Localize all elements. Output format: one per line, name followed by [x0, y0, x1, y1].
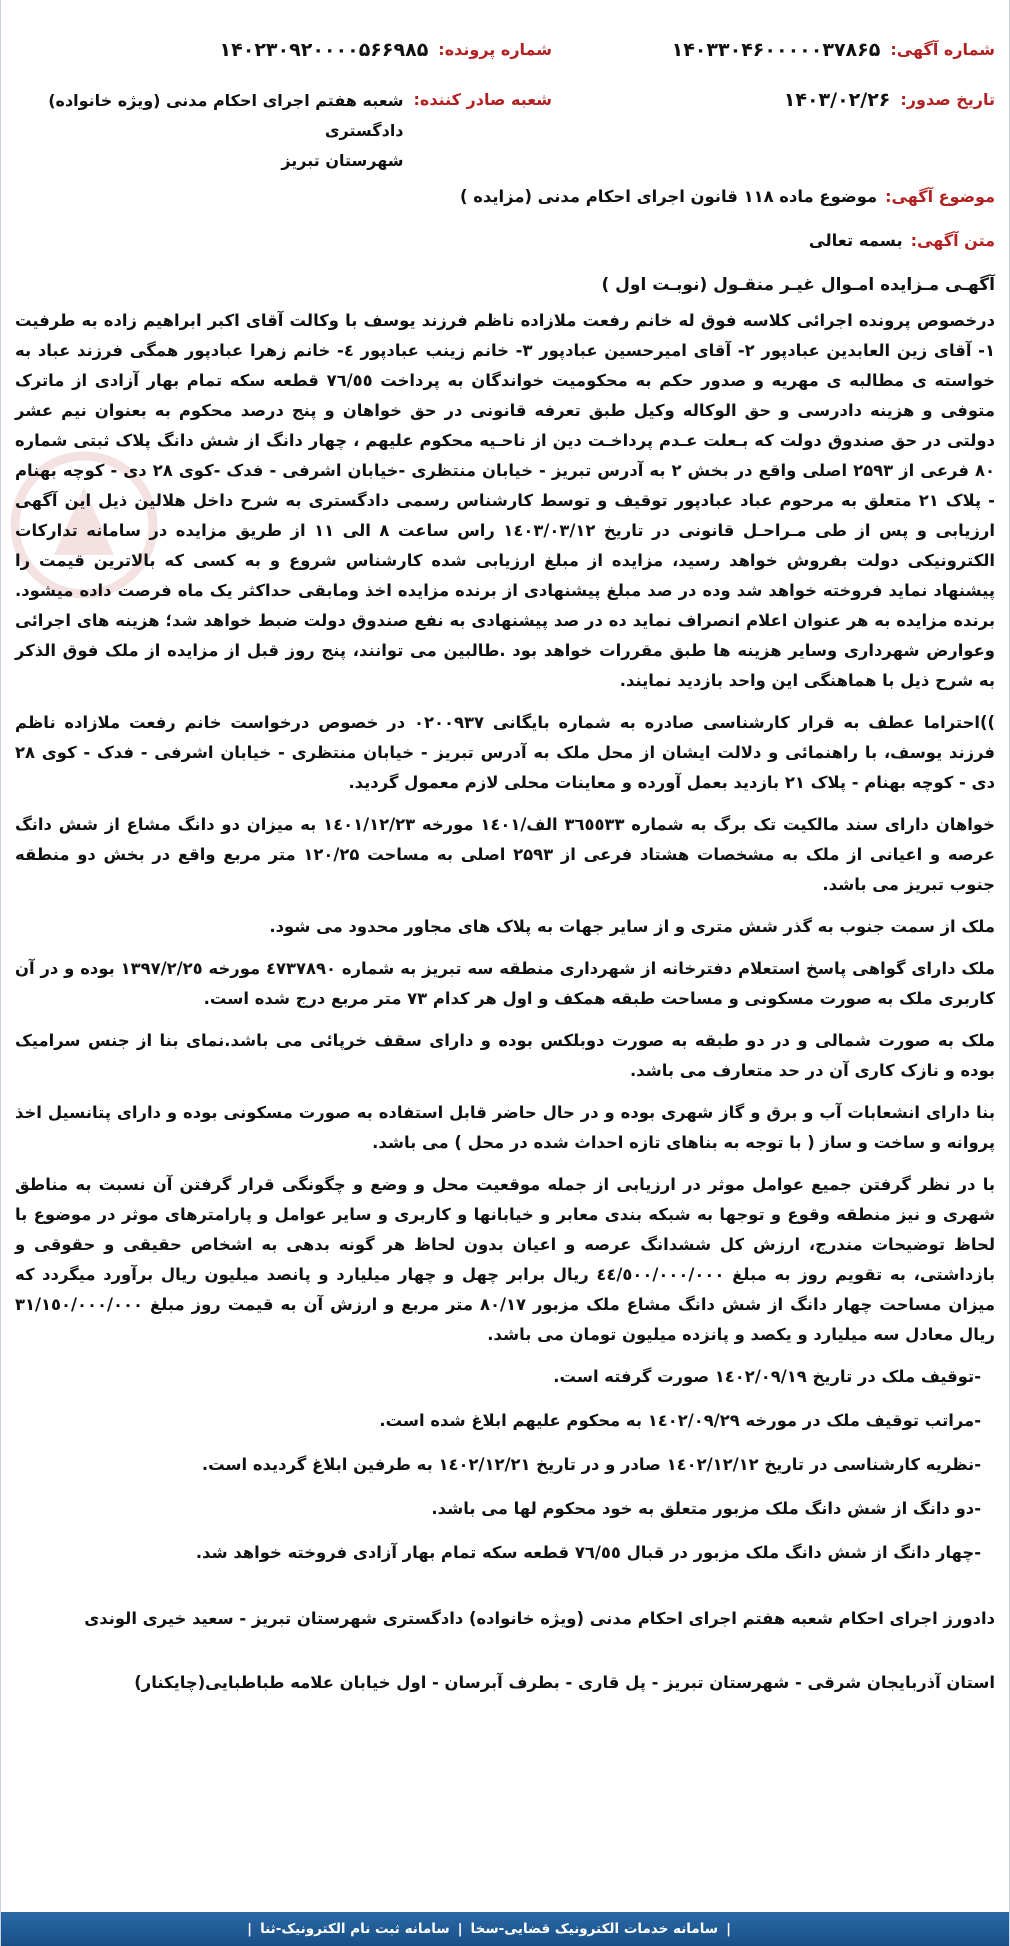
list-item: -توقیف ملک در تاریخ ۱٤۰۲/۰۹/۱۹ صورت گرفته است.: [553, 1367, 981, 1386]
paragraph: بنا دارای انشعابات آب و برق و گاز شهری بوده و در حال حاضر قابل استفاده به صورت مسکونی بوده و دارای پتانسیل اخذ پروانه و ساخت و ساز ( با توجه به بناهای تازه احداث شده در محل ) می باشد.: [15, 1103, 995, 1152]
footer-separator: |: [457, 1921, 463, 1937]
footer-link-sakha[interactable]: سامانه خدمات الکترونیک قضایی-سخا: [470, 1921, 719, 1937]
paragraph: خواهان دارای سند مالکیت تک برگ به شماره ۳٦٥٥۳۳ الف/۱٤۰۱ مورخه ۱٤۰۱/۱۲/۲۳ به میزان دو دانگ مشاع از شش دانگ عرصه و اعیانی از ملک به مشخصات هشتاد فرعی از ۲۵۹۳ اصلی به مساحت ۱۲۰/۲۵ متر مربع واقع در بخش دو منطقه جنوب تبریز می باشد.: [15, 815, 995, 894]
list-item: -نظریه کارشناسی در تاریخ ۱٤۰۲/۱۲/۱۲ صادر و در تاریخ ۱٤۰۲/۱۲/۲۱ به طرفین ابلاغ گردیده است.: [201, 1455, 981, 1474]
header-row-2: [1, 89, 1009, 170]
header-row-1: [1, 40, 1009, 90]
paragraph: ))احتراما عطف به قرار کارشناسی صادره به شماره بایگانی ۰۲۰۰۹۳۷ در خصوص درخواست خانم رفعت ملازاده ناظم فرزند یوسف، با راهنمائی و دلالت ایشان از محل ملک به آدرس تبریز - خیابان منتظری - خیابان اشرفی - فدک - کوی ۲۸ دی - کوچه بهنام - پلاک ۲۱ بازدید بعمل آورده و معاینات محلی لازم معمول گردید.: [15, 713, 995, 792]
footer-link-sana[interactable]: سامانه ثبت نام الکترونیک-ثنا: [260, 1921, 450, 1937]
file-number-label: شماره پرونده:: [438, 40, 552, 59]
issuer-label: شعبه صادر کننده:: [413, 90, 552, 109]
bullet-list: [15, 1362, 995, 1568]
basmala-text: بسمه تعالی: [808, 231, 903, 250]
body-label: متن آگهی:: [910, 231, 995, 250]
ad-number-value: ۱۴۰۳۳۰۴۶۰۰۰۰۰۳۷۸۶۵: [671, 39, 881, 61]
paragraph: با در نظر گرفتن جمیع عوامل موثر در ارزیابی از جمله موقعیت محل و وضع و چگونگی قرار گرفتن آن نسبت به مناطق شهری و نیز منطقه وقوع و توجها به شبکه بندی معابر و خیابانها و کاربری و سایر عوامل و پارامترهای موثر در موضوع با لحاظ توضیحات مندرج، ارزش کل ششدانگ عرصه و اعیان بدون لحاظ هر گونه بدهی به اشخاص حقیقی و حقوقی و بازداشتی، به تقویم روز به مبلغ ٤٤/٥۰۰/۰۰۰/۰۰۰ ریال برابر چهل و چهار میلیارد و پانصد میلیون ریال برآورد میگردد که میزان مساحت چهار دانگ از شش دانگ مشاع ملک مزبور ۸۰/۱۷ متر مربع و ارزش آن به قیمت روز مبلغ ۳۱/۱٥۰/۰۰۰/۰۰۰ ریال معادل سه میلیارد و یکصد و پانزده میلیون تومان می باشد.: [15, 1175, 996, 1344]
issuer-line-1: شعبه هفتم اجرای احکام مدنی (ویژه خانواده) دادگستری: [48, 91, 404, 140]
subject-text: موضوع ماده ۱۱۸ قانون اجرای احکام مدنی (مزایده ): [460, 187, 878, 206]
paragraph: ملک دارای گواهی پاسخ استعلام دفترخانه از شهرداری منطقه سه تبریز به شماره ٤۷۳۷۸۹۰ مورخه ۱۳۹۷/۲/۲٥ بوده و در آن کاربری ملک به صورت مسکونی و مساحت طبقه همکف و اول هر کدام ۷۳ متر مربع درج شده است.: [15, 959, 995, 1008]
paragraph: درخصوص پرونده اجرائی کلاسه فوق له خانم رفعت ملازاده ناظم فرزند یوسف با وکالت آقای اکبر ابراهیم زاده به طرفیت ۱- آقای زین العابدین عباد‌پور ۲- آقای امیرحسین عبادپور ۳- خانم زینب عبادپور ٤- خانم زهرا عبادپور همگی فرزند عباد به خواسته ی مطالبه ی مهریه و صدور حکم به محکومیت خواندگان به پرداخت ۷٦/٥٥ قطعه سکه تمام بهار آزادی از ماترک متوفی و هزینه دادرسی و حق الوکاله وکیل طبق تعرفه قانونی در حق خواهان و پنج درصد محکوم به بعنوان نیم عشر دولتی در حق صندوق دولت که بـعلت عـدم پرداخـت دین از ناحـیه محکوم علیهم ، چهار دانگ از شش دانگ پلاک ثبتی شماره ۸۰ فرعی از ۲۵۹۳ اصلی واقع در بخش ۲ به آدرس تبریز - خیابان منتظری -خیابان اشرفی - فدک -کوی ۲۸ دی - کوچه بهنام - پلاک ۲۱ متعلق به مرحوم عباد عبادپور توقیف و توسط کارشناس رسمی دادگستری به شرح داخل هلالین ذیل این آگهی ارزیابی و پس از طی مـراحـل قانونی در تاریخ ۱٤۰۳/۰۳/۱۲ راس ساعت ۸ الی ۱۱ از طریق مزایده در سامانه تدارکات الکترونیکی دولت بفروش خواهد رسید، مزایده از مبلغ ارزیابی شده کارشناس شروع و به کسی که بالاترین قیمت را پیشنهاد نماید فروخته خواهد شد وده در صد مبلغ پیشنهادی از برنده مزایده اخذ ومابقی حداکثر یک ماه فرصت داده میشود. برنده مزایده به هر عنوان اعلام انصراف نماید ده در صد پیشنهادی به نفع صندوق دولت ضبط خواهد شد؛ هزینه های اجرائی وعوارض شهرداری وسایر هزینه ها طبق مقررات خواهد بود .طالبین می توانند، پنج روز قبل از مزایده از ملک فوق الذکر به شرح ذیل با هماهنگی این واحد بازدید نمایند.: [15, 311, 996, 690]
subject-line: [15, 182, 995, 212]
issue-date: [784, 90, 995, 110]
issuer-value: [1, 86, 404, 176]
body-label-line: [15, 226, 995, 256]
signature: دادورز اجرای احکام شعبه هفتم اجرای احکام مدنی (ویژه خانواده) دادگستری شهرستان تبریز - سعید خیری الوندی: [84, 1609, 995, 1628]
list-item: -چهار دانگ از شش دانگ ملک مزبور در قبال ۷٦/٥٥ قطعه سکه تمام بهار آزادی فروخته خواهد شد.: [195, 1543, 981, 1562]
footer-separator: |: [726, 1921, 731, 1937]
paragraph: ملک به صورت شمالی و در دو طبقه به صورت دوبلکس بوده و دارای سقف خرپائی می باشد.نمای بنا از جنس سرامیک بوده و نازک کاری آن در حد متعارف می باشد.: [15, 1031, 995, 1080]
notice-title: آگهـی مـزایده امـوال غیـر منقـول (نوبـت اول ): [601, 275, 995, 295]
list-item: -مراتب توقیف ملک در مورخه ۱٤۰۲/۰۹/۲۹ به محکوم علیهم ابلاغ شده است.: [379, 1411, 981, 1430]
file-number: [220, 40, 552, 60]
list-item: -دو دانگ از شش دانگ ملک مزبور متعلق به خود محکوم لها می باشد.: [431, 1499, 981, 1518]
file-number-value: ۱۴۰۲۳۰۹۲۰۰۰۰۵۶۶۹۸۵: [219, 39, 429, 61]
issue-date-value: ۱۴۰۳/۰۲/۲۶: [783, 89, 891, 111]
subject-label: موضوع آگهی:: [885, 187, 995, 206]
address: استان آذربایجان شرقی - شهرستان تبریز - پل قاری - بطرف آبرسان - اول خیابان علامه طباطبایی(چایکنار): [134, 1673, 995, 1692]
footer-bar: [1, 1912, 1009, 1946]
paragraph: ملک از سمت جنوب به گذر شش متری و از سایر جهات به پلاک های مجاور محدود می شود.: [269, 917, 995, 936]
ad-number: [672, 40, 995, 60]
issuer-line-2: شهرستان تبریز: [281, 151, 404, 170]
notice-content: [15, 182, 995, 1710]
footer-separator: |: [247, 1921, 253, 1937]
ad-number-label: شماره آگهی:: [890, 40, 995, 59]
issue-date-label: تاریخ صدور:: [900, 90, 995, 109]
issuer: [1, 90, 552, 176]
